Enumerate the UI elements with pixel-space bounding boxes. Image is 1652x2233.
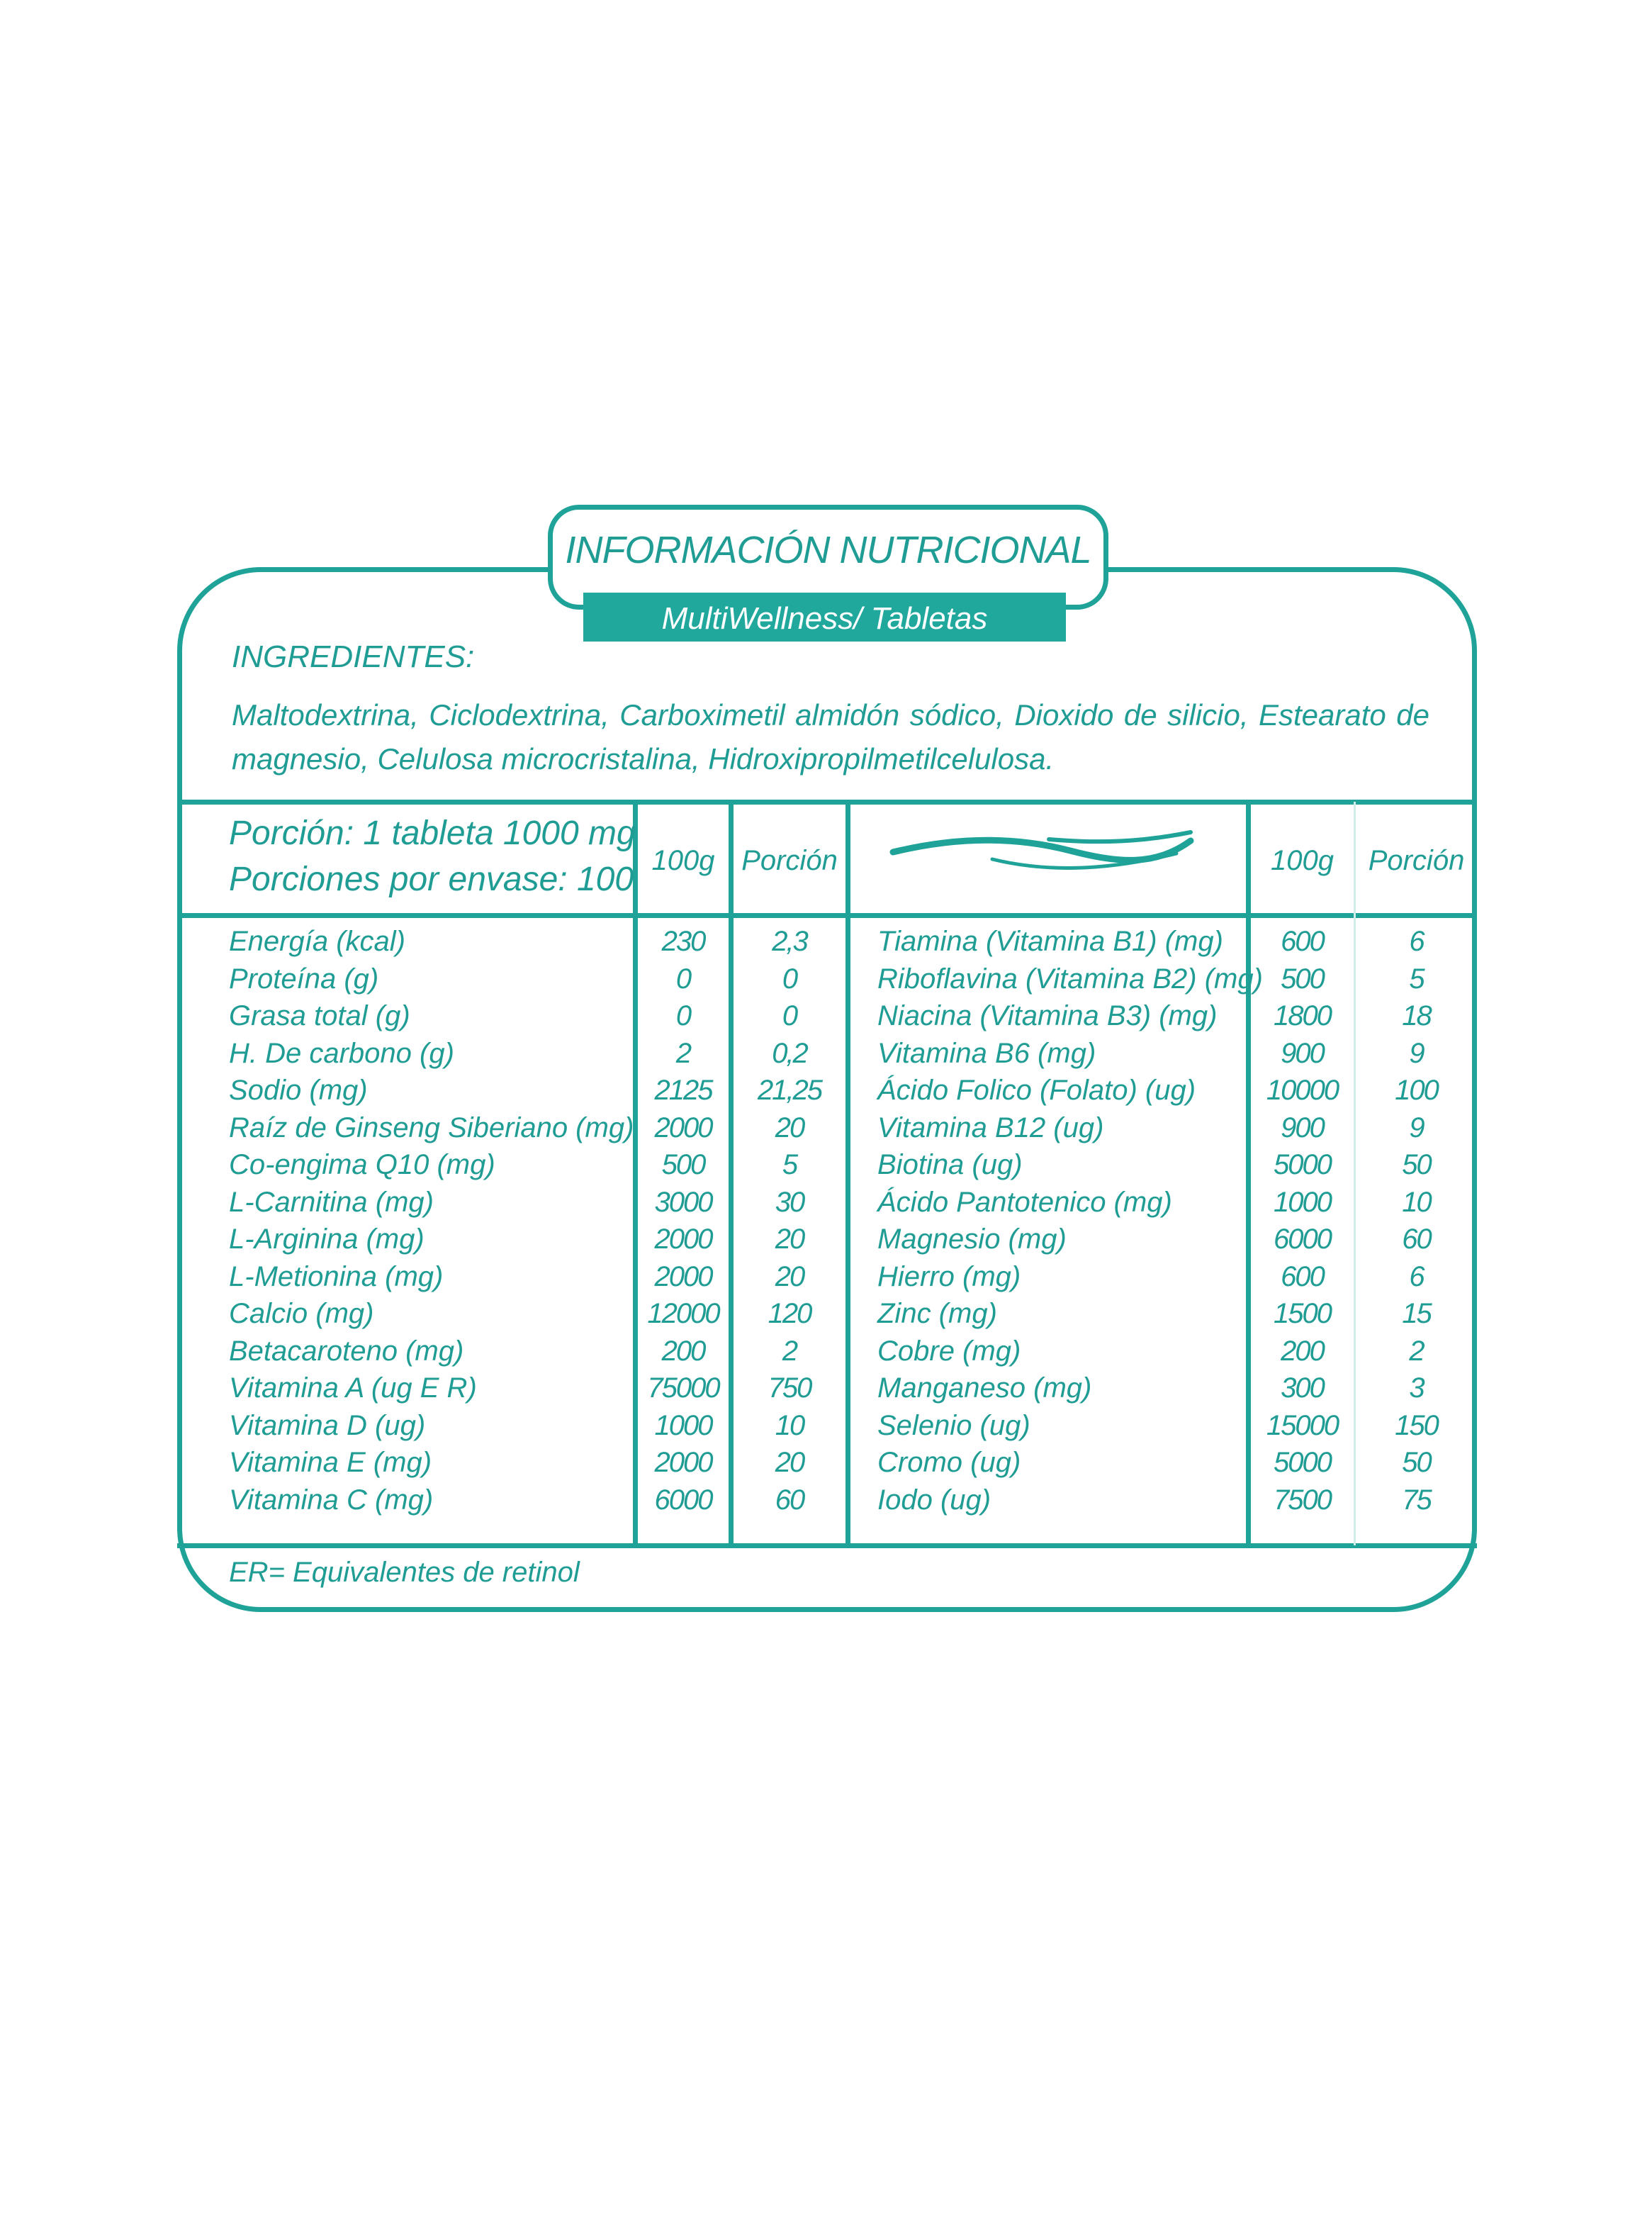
nutrient-value-portion: 5: [1409, 963, 1424, 995]
wave-decoration-icon: [886, 822, 1205, 886]
nutrient-value-100g: 200: [661, 1335, 705, 1367]
footnote: ER= Equivalentes de retinol: [229, 1557, 580, 1588]
column-divider: [729, 802, 734, 1545]
nutrient-name: Grasa total (g): [229, 1000, 410, 1031]
nutrient-name: Proteína (g): [229, 963, 379, 995]
nutrient-name: Ácido Folico (Folato) (ug): [877, 1075, 1196, 1106]
nutrient-value-portion: 0,2: [772, 1037, 807, 1069]
nutrient-value-100g: 12000: [647, 1298, 719, 1329]
nutrient-value-100g: 2000: [654, 1112, 712, 1143]
table-bottom-divider: [177, 1543, 1477, 1548]
nutrient-name: Raíz de Ginseng Siberiano (mg): [229, 1112, 634, 1143]
nutrient-value-portion: 6: [1409, 1260, 1424, 1292]
nutrient-value-100g: 6000: [1274, 1224, 1331, 1255]
nutrient-value-portion: 60: [775, 1484, 804, 1516]
nutrient-value-portion: 18: [1402, 1000, 1431, 1031]
nutrient-value-portion: 9: [1409, 1112, 1424, 1143]
nutrient-value-100g: 2125: [654, 1075, 712, 1106]
nutrient-value-portion: 6: [1409, 926, 1424, 957]
nutrient-name: Ácido Pantotenico (mg): [877, 1186, 1172, 1218]
nutrient-value-100g: 7500: [1274, 1484, 1331, 1516]
nutrient-value-portion: 150: [1395, 1409, 1438, 1441]
nutrient-value-100g: 0: [675, 1000, 691, 1031]
nutrient-name: Zinc (mg): [877, 1298, 997, 1329]
nutrient-name: Calcio (mg): [229, 1298, 374, 1329]
table-header-divider: [177, 913, 1477, 918]
nutrient-value-portion: 2: [1409, 1335, 1424, 1367]
nutrient-value-portion: 3: [1409, 1372, 1424, 1404]
nutrient-value-portion: 0: [782, 963, 797, 995]
ingredients-text: Maltodextrina, Ciclodextrina, Carboximetil almidón sódico, Dioxido de silicio, Estearato de magnesio, Celulosa microcristalina, Hidroxipropilmetilcelulosa.: [232, 698, 1429, 776]
nutrient-value-portion: 60: [1402, 1224, 1431, 1255]
nutrient-value-portion: 15: [1402, 1298, 1431, 1329]
nutrient-value-portion: 2,3: [772, 926, 807, 957]
nutrient-value-portion: 50: [1402, 1447, 1431, 1478]
nutrient-name: Riboflavina (Vitamina B2) (mg): [877, 963, 1263, 995]
nutrient-value-portion: 20: [775, 1112, 804, 1143]
nutrient-value-portion: 9: [1409, 1037, 1424, 1069]
product-subtitle-bar: [583, 593, 1066, 642]
nutrient-name: Vitamina E (mg): [229, 1447, 432, 1478]
nutrient-value-100g: 500: [661, 1149, 705, 1180]
column-header-100g: 100g: [651, 845, 715, 876]
nutrient-name: Manganeso (mg): [877, 1372, 1092, 1404]
nutrient-value-100g: 10000: [1266, 1075, 1339, 1106]
nutrient-name: Betacaroteno (mg): [229, 1335, 464, 1367]
nutrient-value-portion: 20: [775, 1447, 804, 1478]
nutrient-name: Vitamina B6 (mg): [877, 1037, 1096, 1069]
nutrient-value-100g: 300: [1281, 1372, 1324, 1404]
ingredients-label: INGREDIENTES:: [232, 639, 475, 674]
nutrient-name: Cobre (mg): [877, 1335, 1021, 1367]
nutrient-value-portion: 20: [775, 1260, 804, 1292]
nutrient-name: Vitamina D (ug): [229, 1409, 426, 1441]
nutrient-value-100g: 600: [1281, 1260, 1324, 1292]
nutrient-value-portion: 120: [768, 1298, 811, 1329]
nutrient-name: Biotina (ug): [877, 1149, 1023, 1180]
nutrient-value-100g: 500: [1281, 963, 1324, 995]
nutrient-name: L-Metionina (mg): [229, 1260, 444, 1292]
nutrient-name: Magnesio (mg): [877, 1224, 1067, 1255]
nutrient-value-100g: 2000: [654, 1260, 712, 1292]
column-divider: [1246, 802, 1251, 1545]
nutrient-value-portion: 0: [782, 1000, 797, 1031]
nutrient-value-100g: 600: [1281, 926, 1324, 957]
nutrient-value-100g: 0: [675, 963, 691, 995]
column-divider: [633, 802, 638, 1545]
nutrient-value-100g: 1800: [1274, 1000, 1331, 1031]
product-subtitle: MultiWellness/ Tabletas: [661, 601, 988, 636]
nutrient-value-portion: 2: [782, 1335, 797, 1367]
nutrient-value-portion: 20: [775, 1224, 804, 1255]
nutrient-name: Co-engima Q10 (mg): [229, 1149, 495, 1180]
nutrient-name: Tiamina (Vitamina B1) (mg): [877, 926, 1223, 957]
nutrient-name: Vitamina A (ug E R): [229, 1372, 477, 1404]
nutrient-value-100g: 5000: [1274, 1149, 1331, 1180]
nutrient-name: Selenio (ug): [877, 1409, 1030, 1441]
nutrient-value-100g: 2000: [654, 1224, 712, 1255]
nutrient-value-100g: 1000: [1274, 1186, 1331, 1218]
nutrient-value-100g: 2: [675, 1037, 691, 1069]
nutrient-value-portion: 75: [1402, 1484, 1431, 1516]
nutrient-value-100g: 15000: [1266, 1409, 1339, 1441]
nutrient-name: Cromo (ug): [877, 1447, 1021, 1478]
nutrient-value-100g: 200: [1281, 1335, 1324, 1367]
column-header-portion: Porción: [1368, 845, 1465, 876]
serving-portion: Porción: 1 tableta 1000 mg: [229, 815, 636, 852]
nutrient-value-100g: 2000: [654, 1447, 712, 1478]
nutrient-value-100g: 230: [661, 926, 705, 957]
nutrient-name: Niacina (Vitamina B3) (mg): [877, 1000, 1218, 1031]
nutrient-value-100g: 900: [1281, 1112, 1324, 1143]
nutrient-value-portion: 750: [768, 1372, 811, 1404]
nutrient-value-100g: 5000: [1274, 1447, 1331, 1478]
nutrient-value-portion: 50: [1402, 1149, 1431, 1180]
nutrient-name: Iodo (ug): [877, 1484, 991, 1516]
nutrient-value-portion: 21,25: [757, 1075, 822, 1106]
nutrient-value-100g: 1000: [654, 1409, 712, 1441]
nutrient-value-portion: 30: [775, 1186, 804, 1218]
table-top-divider: [177, 800, 1477, 805]
nutrient-value-100g: 6000: [654, 1484, 712, 1516]
page-title: INFORMACIÓN NUTRICIONAL: [565, 529, 1091, 571]
nutrient-value-portion: 10: [775, 1409, 804, 1441]
nutrient-value-portion: 5: [782, 1149, 797, 1180]
servings-per-container: Porciones por envase: 100: [229, 861, 634, 898]
nutrient-value-portion: 100: [1395, 1075, 1438, 1106]
nutrient-value-100g: 900: [1281, 1037, 1324, 1069]
nutrient-name: Hierro (mg): [877, 1260, 1021, 1292]
nutrient-name: H. De carbono (g): [229, 1037, 454, 1069]
nutrient-value-100g: 75000: [647, 1372, 719, 1404]
column-header-100g: 100g: [1271, 845, 1334, 876]
column-header-portion: Porción: [741, 845, 838, 876]
nutrient-name: Vitamina B12 (ug): [877, 1112, 1104, 1143]
nutrient-name: L-Carnitina (mg): [229, 1186, 434, 1218]
nutrient-name: Sodio (mg): [229, 1075, 368, 1106]
nutrient-value-portion: 10: [1402, 1186, 1431, 1218]
nutrient-value-100g: 3000: [654, 1186, 712, 1218]
nutrient-value-100g: 1500: [1274, 1298, 1331, 1329]
nutrient-name: Vitamina C (mg): [229, 1484, 434, 1516]
nutrient-name: Energía (kcal): [229, 926, 405, 957]
column-divider: [845, 802, 850, 1545]
nutrient-name: L-Arginina (mg): [229, 1224, 425, 1255]
